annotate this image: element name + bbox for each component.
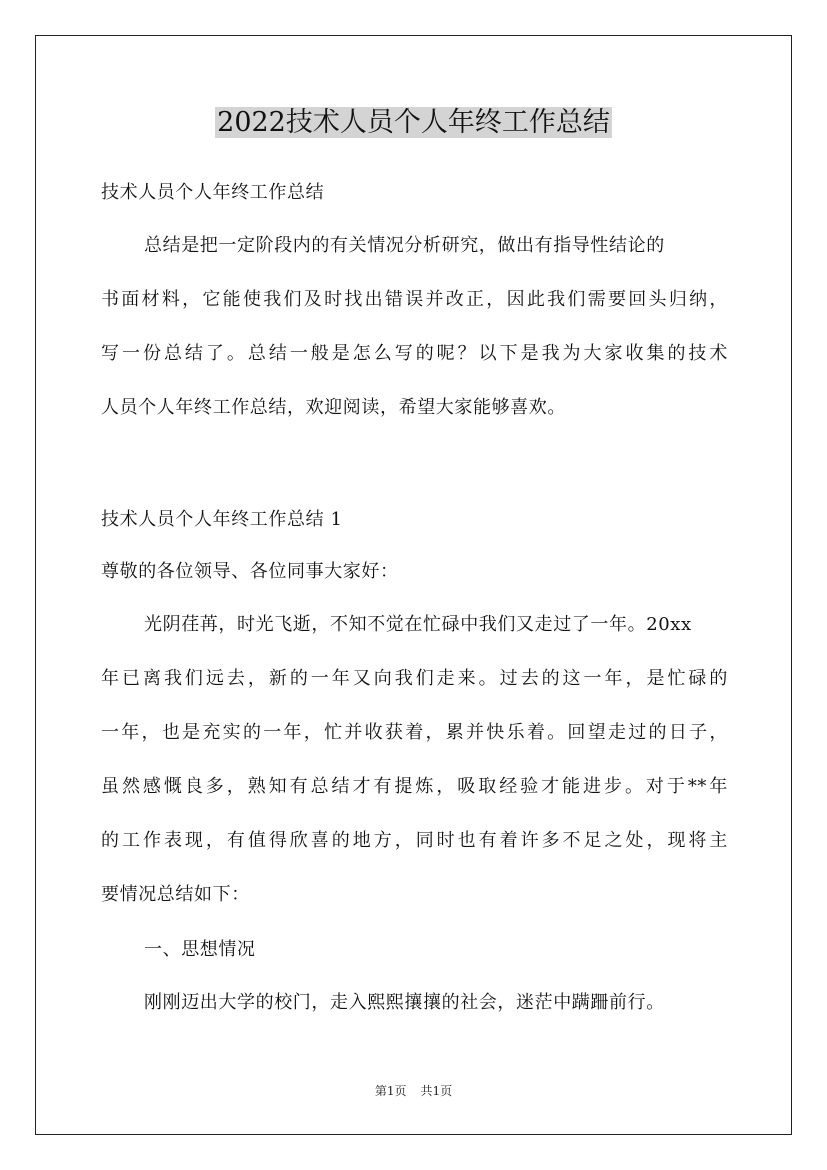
paragraph-line: 人员个人年终工作总结，欢迎阅读，希望大家能够喜欢。 bbox=[101, 397, 566, 418]
paragraph-line: 要情况总结如下： bbox=[101, 884, 250, 905]
paragraph-line: 虽然感慨良多，熟知有总结才有提炼，吸取经验才能进步。对于**年 bbox=[101, 776, 728, 797]
page-footer bbox=[0, 1081, 827, 1101]
paragraph-line: 光阴荏苒，时光飞逝，不知不觉在忙碌中我们又走过了一年。20xx bbox=[144, 614, 692, 635]
subsection-heading: 一、思想情况 bbox=[144, 939, 256, 960]
paragraph-line: 的工作表现，有值得欣喜的地方，同时也有着许多不足之处，现将主 bbox=[101, 830, 728, 851]
page-number: 第1页 bbox=[374, 1084, 407, 1098]
page-total: 共1页 bbox=[420, 1084, 453, 1098]
paragraph-line: 一年，也是充实的一年，忙并收获着，累并快乐着。回望走过的日子， bbox=[101, 722, 728, 743]
document-title bbox=[0, 100, 827, 146]
paragraph-line: 刚刚迈出大学的校门，走入熙熙攘攘的社会，迷茫中蹒跚前行。 bbox=[144, 992, 665, 1013]
document-title-text: 2022技术人员个人年终工作总结 bbox=[217, 107, 610, 138]
section-heading: 技术人员个人年终工作总结 1 bbox=[101, 509, 343, 530]
paragraph-line: 年已离我们远去，新的一年又向我们走来。过去的这一年，是忙碌的 bbox=[101, 668, 728, 689]
salutation: 尊敬的各位领导、各位同事大家好： bbox=[101, 561, 399, 582]
paragraph-line: 书面材料，它能使我们及时找出错误并改正，因此我们需要回头归纳， bbox=[101, 289, 728, 310]
paragraph-line: 写一份总结了。总结一般是怎么写的呢？以下是我为大家收集的技术 bbox=[101, 343, 728, 364]
section-heading: 技术人员个人年终工作总结 bbox=[101, 182, 325, 203]
paragraph-line: 总结是把一定阶段内的有关情况分析研究，做出有指导性结论的 bbox=[144, 235, 665, 256]
